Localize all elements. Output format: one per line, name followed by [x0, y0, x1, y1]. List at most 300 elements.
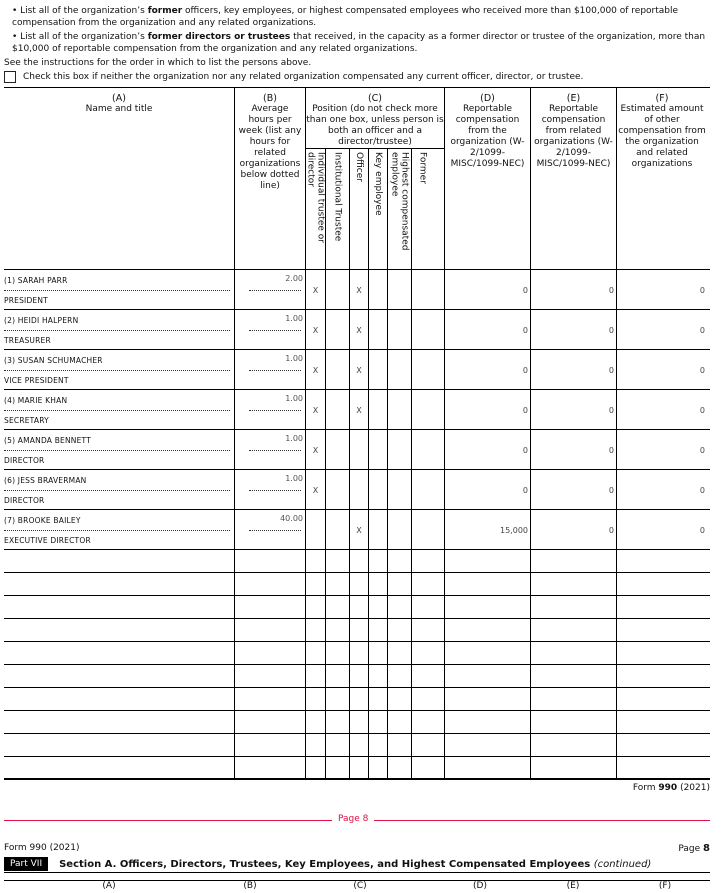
position-mark: X [356, 526, 362, 535]
dotted-line [249, 410, 301, 411]
empty-cell[interactable] [368, 573, 387, 595]
position-key-cell[interactable] [368, 350, 387, 389]
empty-cell[interactable] [444, 550, 530, 572]
person-name: (4) MARIE KHAN [4, 396, 68, 405]
comp-org-value: 0 [522, 366, 528, 375]
empty-cell[interactable] [349, 619, 368, 641]
empty-cell[interactable] [530, 734, 616, 756]
empty-cell[interactable] [444, 688, 530, 710]
instruction-order [4, 57, 716, 69]
col-f-header [616, 88, 707, 269]
comp-other-value: 0 [699, 286, 705, 295]
comp-related-cell [530, 430, 616, 469]
empty-cell[interactable] [368, 734, 387, 756]
comp-related-value: 0 [608, 486, 614, 495]
page-break-label: Page 8 [332, 814, 374, 824]
hours-value: 40.00 [280, 514, 303, 523]
position-cells [305, 430, 444, 469]
position-mark: X [312, 326, 319, 335]
empty-position-cells [305, 757, 444, 778]
empty-cell[interactable] [411, 711, 433, 733]
position-key-cell[interactable] [368, 430, 387, 469]
empty-cell[interactable] [349, 573, 368, 595]
empty-cell[interactable] [444, 711, 530, 733]
position-individual-cell[interactable] [306, 390, 325, 429]
person-name: (2) HEIDI HALPERN [4, 316, 79, 325]
hours-cell [234, 390, 305, 429]
empty-cell[interactable] [387, 665, 411, 687]
position-key-cell[interactable] [368, 270, 387, 309]
empty-cell[interactable] [306, 573, 325, 595]
comp-org-value: 0 [522, 406, 528, 415]
empty-cell[interactable] [349, 642, 368, 664]
empty-cell[interactable] [234, 573, 305, 595]
comp-related-value: 0 [608, 406, 614, 415]
position-individual-cell[interactable] [306, 270, 325, 309]
empty-cell[interactable] [387, 573, 411, 595]
empty-cell[interactable] [530, 573, 616, 595]
empty-cell[interactable] [368, 665, 387, 687]
position-individual-cell[interactable] [306, 310, 325, 349]
position-former-cell[interactable] [411, 390, 433, 429]
empty-cell[interactable] [411, 734, 433, 756]
empty-cell[interactable] [306, 711, 325, 733]
comp-other-cell [616, 430, 707, 469]
empty-cell[interactable] [444, 642, 530, 664]
empty-cell[interactable] [234, 550, 305, 572]
empty-cell[interactable] [325, 665, 349, 687]
empty-cell[interactable] [325, 596, 349, 618]
col-c-institutional [325, 149, 349, 269]
empty-table-row [4, 550, 710, 573]
comp-org-value: 0 [522, 446, 528, 455]
position-institutional-cell[interactable] [325, 470, 349, 509]
hours-value: 1.00 [285, 314, 303, 323]
empty-cell[interactable] [530, 596, 616, 618]
empty-position-cells [305, 711, 444, 733]
comp-other-cell [616, 270, 707, 309]
empty-cell[interactable] [444, 596, 530, 618]
person-title: DIRECTOR [4, 456, 45, 465]
empty-cell[interactable] [368, 688, 387, 710]
col-c-header [305, 88, 444, 269]
col-c-officer-label: Officer [354, 152, 364, 182]
dotted-line [249, 370, 301, 371]
intro-line1-bold: former [147, 6, 183, 16]
table-row [4, 430, 710, 470]
empty-cell[interactable] [411, 665, 433, 687]
empty-cell[interactable] [349, 688, 368, 710]
empty-cell[interactable] [325, 711, 349, 733]
table-row [4, 350, 710, 390]
position-key-cell[interactable] [368, 390, 387, 429]
position-mark: X [312, 286, 319, 295]
hours-cell [234, 430, 305, 469]
person-name: (3) SUSAN SCHUMACHER [4, 356, 103, 365]
name-title-cell [4, 470, 234, 509]
comp-org-cell [444, 430, 530, 469]
position-officer-cell[interactable] [349, 510, 368, 549]
empty-cell[interactable] [349, 596, 368, 618]
empty-cell[interactable] [387, 734, 411, 756]
position-officer-cell[interactable] [349, 310, 368, 349]
comp-related-cell [530, 470, 616, 509]
position-former-cell[interactable] [411, 430, 433, 469]
dotted-line [249, 530, 301, 531]
comp-other-cell [616, 310, 707, 349]
empty-cell[interactable] [306, 757, 325, 778]
intro-line3: See the instructions for the order in which to list the persons above. [4, 58, 312, 68]
position-institutional-cell[interactable] [325, 510, 349, 549]
position-institutional-cell[interactable] [325, 350, 349, 389]
comp-related-value: 0 [608, 366, 614, 375]
instruction-former-officers [4, 5, 716, 29]
empty-cell[interactable] [4, 734, 234, 756]
next-col-a: (A) [102, 881, 116, 891]
person-title: VICE PRESIDENT [4, 376, 69, 385]
empty-cell[interactable] [349, 734, 368, 756]
position-mark: X [312, 486, 319, 495]
empty-cell[interactable] [325, 619, 349, 641]
empty-cell[interactable] [444, 734, 530, 756]
person-name: (7) BROOKE BAILEY [4, 516, 81, 525]
empty-cell[interactable] [4, 688, 234, 710]
table-row [4, 390, 710, 430]
name-title-cell [4, 270, 234, 309]
empty-cell[interactable] [306, 642, 325, 664]
next-col-d: (D) [473, 881, 487, 891]
comp-org-value: 0 [522, 286, 528, 295]
position-highest-cell[interactable] [387, 350, 411, 389]
empty-cell[interactable] [616, 734, 707, 756]
empty-cell[interactable] [306, 550, 325, 572]
empty-cell[interactable] [411, 596, 433, 618]
empty-position-cells [305, 619, 444, 641]
table-row [4, 470, 710, 510]
position-former-cell[interactable] [411, 270, 433, 309]
table-row [4, 510, 710, 550]
name-title-cell [4, 430, 234, 469]
person-title: EXECUTIVE DIRECTOR [4, 536, 91, 545]
position-highest-cell[interactable] [387, 390, 411, 429]
empty-cell[interactable] [411, 688, 433, 710]
name-title-cell [4, 310, 234, 349]
empty-cell[interactable] [444, 619, 530, 641]
position-highest-cell[interactable] [387, 270, 411, 309]
position-cells [305, 310, 444, 349]
comp-related-value: 0 [608, 526, 614, 535]
empty-cell[interactable] [4, 550, 234, 572]
empty-cell[interactable] [4, 596, 234, 618]
empty-cell[interactable] [444, 757, 530, 778]
empty-cell[interactable] [616, 711, 707, 733]
comp-org-value: 0 [522, 486, 528, 495]
empty-cell[interactable] [411, 642, 433, 664]
col-b-letter: (B) [263, 93, 277, 104]
empty-table-row [4, 573, 710, 596]
empty-cell[interactable] [530, 642, 616, 664]
empty-cell[interactable] [616, 596, 707, 618]
empty-cell[interactable] [411, 757, 433, 778]
empty-cell[interactable] [616, 642, 707, 664]
empty-table-row [4, 665, 710, 688]
empty-cell[interactable] [530, 711, 616, 733]
empty-cell[interactable] [616, 550, 707, 572]
empty-cell[interactable] [530, 757, 616, 778]
position-former-cell[interactable] [411, 470, 433, 509]
position-key-cell[interactable] [368, 310, 387, 349]
position-highest-cell[interactable] [387, 310, 411, 349]
empty-cell[interactable] [234, 619, 305, 641]
comp-other-value: 0 [699, 486, 705, 495]
position-mark: X [356, 286, 362, 295]
empty-cell[interactable] [616, 573, 707, 595]
position-key-cell[interactable] [368, 510, 387, 549]
hours-value: 1.00 [285, 394, 303, 403]
empty-cell[interactable] [387, 619, 411, 641]
dotted-line [4, 530, 230, 531]
empty-cell[interactable] [325, 734, 349, 756]
empty-position-cells [305, 734, 444, 756]
dotted-line [249, 490, 301, 491]
intro-line2-pre: • List all of the organization’s [12, 32, 148, 42]
position-institutional-cell[interactable] [325, 270, 349, 309]
col-c-letter: (C) [367, 93, 383, 104]
comp-org-value: 0 [522, 326, 528, 335]
empty-cell[interactable] [234, 711, 305, 733]
person-name: (1) SARAH PARR [4, 276, 68, 285]
comp-related-value: 0 [608, 446, 614, 455]
table-header [4, 88, 710, 270]
col-f-letter: (F) [655, 93, 669, 104]
dotted-line [249, 290, 301, 291]
position-former-cell[interactable] [411, 510, 433, 549]
empty-position-cells [305, 550, 444, 572]
empty-cell[interactable] [349, 550, 368, 572]
dotted-line [249, 330, 301, 331]
position-mark: X [312, 446, 319, 455]
empty-cell[interactable] [325, 688, 349, 710]
empty-cell[interactable] [387, 688, 411, 710]
empty-cell[interactable] [616, 665, 707, 687]
comp-other-cell [616, 510, 707, 549]
empty-cell[interactable] [4, 711, 234, 733]
comp-related-value: 0 [608, 326, 614, 335]
empty-cell[interactable] [387, 596, 411, 618]
position-institutional-cell[interactable] [325, 430, 349, 469]
position-institutional-cell[interactable] [325, 390, 349, 429]
empty-cell[interactable] [349, 711, 368, 733]
position-cells [305, 270, 444, 309]
position-institutional-cell[interactable] [325, 310, 349, 349]
comp-org-cell [444, 510, 530, 549]
empty-cell[interactable] [325, 757, 349, 778]
empty-cell[interactable] [530, 688, 616, 710]
empty-cell[interactable] [306, 688, 325, 710]
empty-cell[interactable] [4, 573, 234, 595]
hours-value: 1.00 [285, 354, 303, 363]
empty-cell[interactable] [387, 550, 411, 572]
hours-cell [234, 270, 305, 309]
empty-table-row [4, 757, 710, 780]
empty-cell[interactable] [368, 596, 387, 618]
empty-cell[interactable] [411, 573, 433, 595]
col-a-text: Name and title [85, 104, 153, 114]
comp-related-cell [530, 510, 616, 549]
empty-cell[interactable] [4, 642, 234, 664]
comp-org-cell [444, 470, 530, 509]
person-name: (5) AMANDA BENNETT [4, 436, 91, 445]
position-officer-cell[interactable] [349, 270, 368, 309]
empty-table-row [4, 596, 710, 619]
comp-related-cell [530, 350, 616, 389]
empty-cell[interactable] [234, 665, 305, 687]
no-compensation-checkbox[interactable] [4, 71, 16, 83]
dotted-line [4, 370, 230, 371]
position-mark: X [356, 366, 362, 375]
dotted-line [4, 330, 230, 331]
part-vii-badge: Part VII [4, 857, 48, 871]
empty-cell[interactable] [616, 619, 707, 641]
comp-other-cell [616, 390, 707, 429]
empty-cell[interactable] [234, 757, 305, 778]
person-title: SECRETARY [4, 416, 49, 425]
empty-cell[interactable] [234, 734, 305, 756]
hours-value: 1.00 [285, 434, 303, 443]
empty-cell[interactable] [387, 757, 411, 778]
table-row [4, 270, 710, 310]
empty-cell[interactable] [349, 757, 368, 778]
col-c-individual-label: Individual trustee or director [305, 152, 326, 243]
next-col-b: (B) [243, 881, 257, 891]
col-c-former [411, 149, 433, 269]
position-highest-cell[interactable] [387, 470, 411, 509]
position-individual-cell[interactable] [306, 430, 325, 469]
comp-other-value: 0 [699, 406, 705, 415]
col-c-key [368, 149, 387, 269]
next-page-form-label: Form 990 (2021) [4, 843, 80, 853]
position-individual-cell[interactable] [306, 350, 325, 389]
empty-cell[interactable] [4, 757, 234, 778]
intro-line2-bold: former directors or trustees [147, 32, 291, 42]
empty-cell[interactable] [234, 688, 305, 710]
position-officer-cell[interactable] [349, 350, 368, 389]
empty-cell[interactable] [616, 688, 707, 710]
empty-cell[interactable] [325, 642, 349, 664]
position-cells [305, 390, 444, 429]
form-prefix: Form [632, 783, 659, 793]
empty-cell[interactable] [306, 619, 325, 641]
position-former-cell[interactable] [411, 350, 433, 389]
position-mark: X [312, 366, 319, 375]
empty-cell[interactable] [325, 550, 349, 572]
empty-cell[interactable] [444, 573, 530, 595]
empty-table-row [4, 734, 710, 757]
empty-cell[interactable] [616, 757, 707, 778]
comp-org-cell [444, 350, 530, 389]
empty-cell[interactable] [4, 619, 234, 641]
empty-position-cells [305, 573, 444, 595]
dotted-line [4, 490, 230, 491]
empty-cell[interactable] [530, 550, 616, 572]
col-b-header [234, 88, 305, 269]
part-vii-bar [4, 856, 710, 873]
col-c-text: Position (do not check more than one box, unless person is both an officer and a director/trustee) [306, 104, 444, 147]
position-highest-cell[interactable] [387, 430, 411, 469]
position-officer-cell[interactable] [349, 470, 368, 509]
comp-org-cell [444, 390, 530, 429]
position-officer-cell[interactable] [349, 430, 368, 469]
form-number: 990 [658, 783, 678, 793]
position-key-cell[interactable] [368, 470, 387, 509]
comp-related-cell [530, 310, 616, 349]
empty-cell[interactable] [530, 619, 616, 641]
empty-cell[interactable] [368, 757, 387, 778]
person-title: PRESIDENT [4, 296, 48, 305]
position-highest-cell[interactable] [387, 510, 411, 549]
empty-cell[interactable] [306, 665, 325, 687]
comp-related-cell [530, 270, 616, 309]
next-col-f: (F) [658, 881, 672, 891]
position-officer-cell[interactable] [349, 390, 368, 429]
empty-table-row [4, 711, 710, 734]
empty-cell[interactable] [368, 711, 387, 733]
col-d-text: Reportable compensation from the organization (W-2/1099-MISC/1099-NEC) [450, 104, 525, 169]
comp-related-value: 0 [608, 286, 614, 295]
hours-value: 1.00 [285, 474, 303, 483]
table-row [4, 310, 710, 350]
empty-cell[interactable] [411, 550, 433, 572]
col-a-header [4, 88, 234, 269]
form-footer [633, 783, 710, 793]
comp-other-value: 0 [699, 366, 705, 375]
empty-cell[interactable] [387, 711, 411, 733]
comp-other-value: 0 [699, 446, 705, 455]
next-page-column-headers [4, 880, 710, 893]
empty-cell[interactable] [325, 573, 349, 595]
position-individual-cell[interactable] [306, 470, 325, 509]
comp-other-cell [616, 470, 707, 509]
empty-cell[interactable] [368, 642, 387, 664]
empty-table-row [4, 688, 710, 711]
position-former-cell[interactable] [411, 310, 433, 349]
position-mark: X [356, 326, 362, 335]
instruction-former-directors [4, 31, 716, 55]
empty-position-cells [305, 596, 444, 618]
empty-position-cells [305, 688, 444, 710]
hours-value: 2.00 [285, 274, 303, 283]
empty-cell[interactable] [349, 665, 368, 687]
name-title-cell [4, 510, 234, 549]
col-a-letter: (A) [112, 93, 126, 104]
empty-cell[interactable] [306, 596, 325, 618]
position-cells [305, 350, 444, 389]
empty-cell[interactable] [234, 596, 305, 618]
empty-cell[interactable] [444, 665, 530, 687]
page-prefix: Page [678, 844, 704, 854]
empty-cell[interactable] [4, 665, 234, 687]
empty-cell[interactable] [387, 642, 411, 664]
empty-cell[interactable] [411, 619, 433, 641]
empty-cell[interactable] [234, 642, 305, 664]
empty-cell[interactable] [368, 550, 387, 572]
no-compensation-check-row [4, 71, 583, 83]
empty-position-cells [305, 665, 444, 687]
position-individual-cell[interactable] [306, 510, 325, 549]
empty-cell[interactable] [306, 734, 325, 756]
empty-cell[interactable] [530, 665, 616, 687]
empty-cell[interactable] [368, 619, 387, 641]
